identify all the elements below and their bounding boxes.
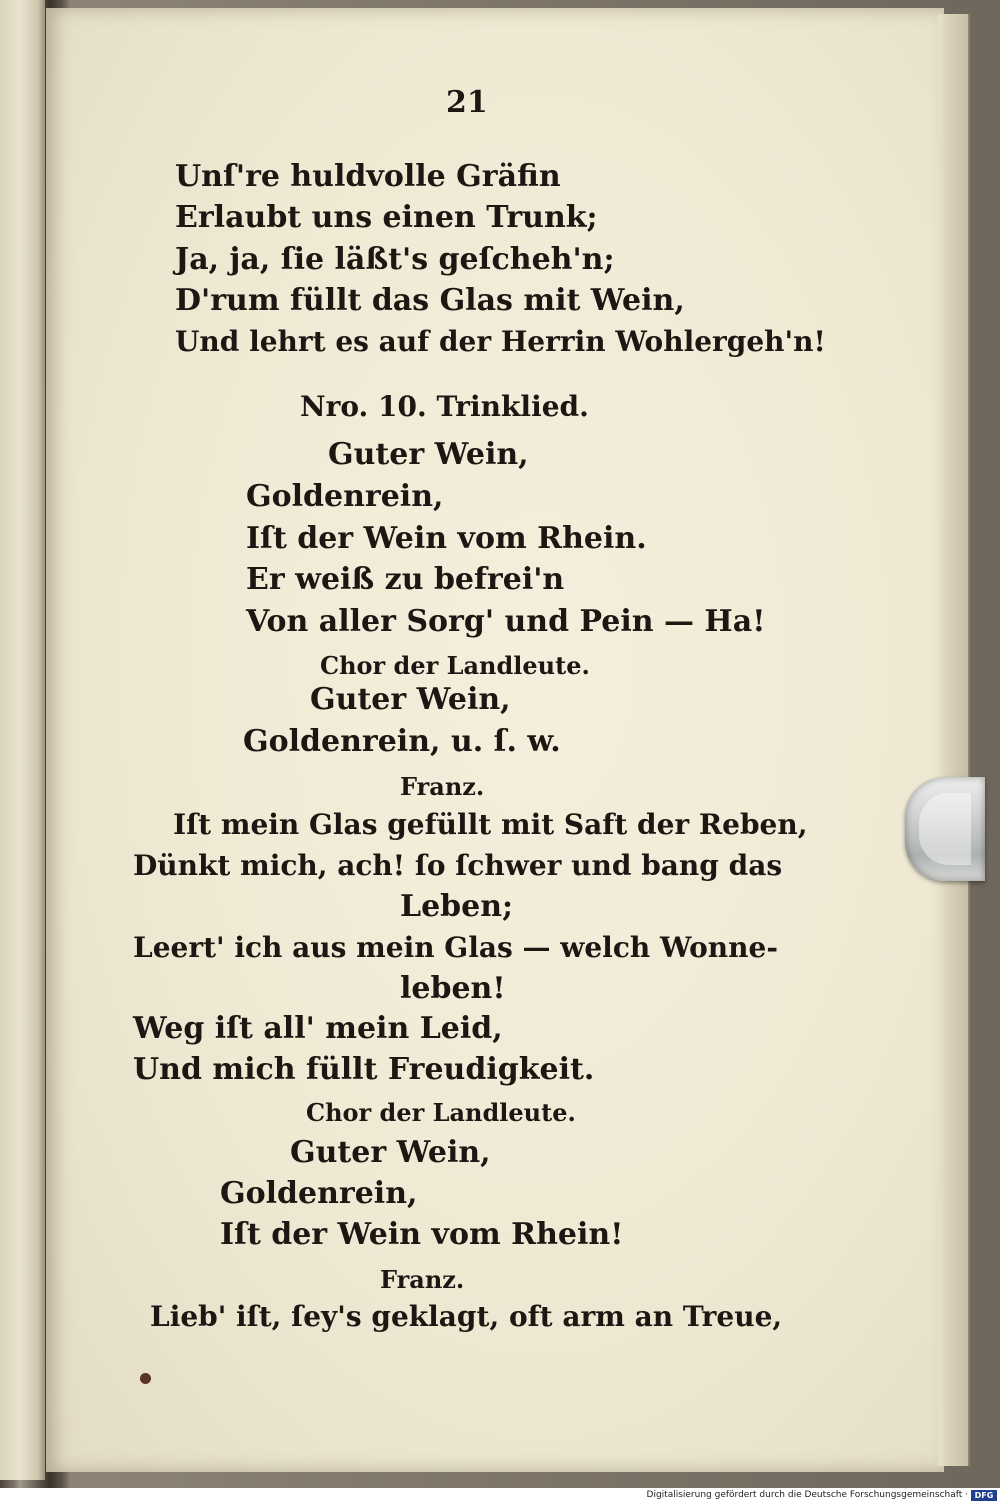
text-line: Iſt der Wein vom Rhein.: [246, 521, 647, 556]
text-line: leben!: [400, 971, 506, 1006]
dfg-logo-icon: DFG: [971, 1490, 997, 1501]
previous-page-edge: [0, 0, 45, 1480]
section-heading: Nro. 10. Trinklied.: [300, 390, 589, 423]
text-line: Guter Wein,: [290, 1135, 491, 1170]
page-clip-highlight: [919, 793, 971, 865]
ink-spot: [140, 1373, 151, 1384]
text-line: Und mich füllt Freudigkeit.: [133, 1052, 595, 1087]
text-line: Er weiß zu befrei'n: [246, 562, 565, 597]
text-line: Dünkt mich, ach! ſo ſchwer und bang das: [133, 849, 783, 882]
text-line: D'rum füllt das Glas mit Wein,: [175, 283, 685, 318]
text-line: Ja, ja, ſie läßt's geſcheh'n;: [175, 242, 615, 277]
text-line: Leert' ich aus mein Glas — welch Wonne-: [133, 931, 778, 964]
text-line: Lieb' iſt, ſey's geklagt, oft arm an Treue,: [150, 1300, 783, 1333]
text-line: Unſ're huldvolle Gräfin: [175, 159, 561, 194]
text-line: Iſt mein Glas gefüllt mit Saft der Reben,: [173, 808, 808, 841]
speaker-heading: Franz.: [380, 1265, 465, 1294]
funding-credit: Digitalisierung gefördert durch die Deutsche Forschungsgemeinschaft ·: [646, 1490, 968, 1500]
text-line: Iſt der Wein vom Rhein!: [220, 1217, 624, 1252]
text-line: Weg iſt all' mein Leid,: [133, 1011, 503, 1046]
page-stack-edge: [938, 14, 970, 1466]
text-line: Und lehrt es auf der Herrin Wohlergeh'n!: [175, 325, 826, 358]
speaker-heading: Chor der Landleute.: [320, 651, 590, 680]
text-line: Guter Wein,: [328, 437, 529, 472]
text-line: Guter Wein,: [310, 682, 511, 717]
text-line: Erlaubt uns einen Trunk;: [175, 200, 598, 235]
text-line: Leben;: [400, 889, 514, 924]
digitization-footer: [0, 1488, 1000, 1503]
text-line: Goldenrein, u. ſ. w.: [243, 724, 561, 759]
speaker-heading: Franz.: [400, 772, 485, 801]
text-line: Goldenrein,: [220, 1176, 418, 1211]
speaker-heading: Chor der Landleute.: [306, 1098, 576, 1127]
text-line: Goldenrein,: [246, 479, 444, 514]
page-clip: [905, 777, 985, 881]
page-number: 21: [446, 85, 488, 120]
text-line: Von aller Sorg' und Pein — Ha!: [246, 604, 766, 639]
